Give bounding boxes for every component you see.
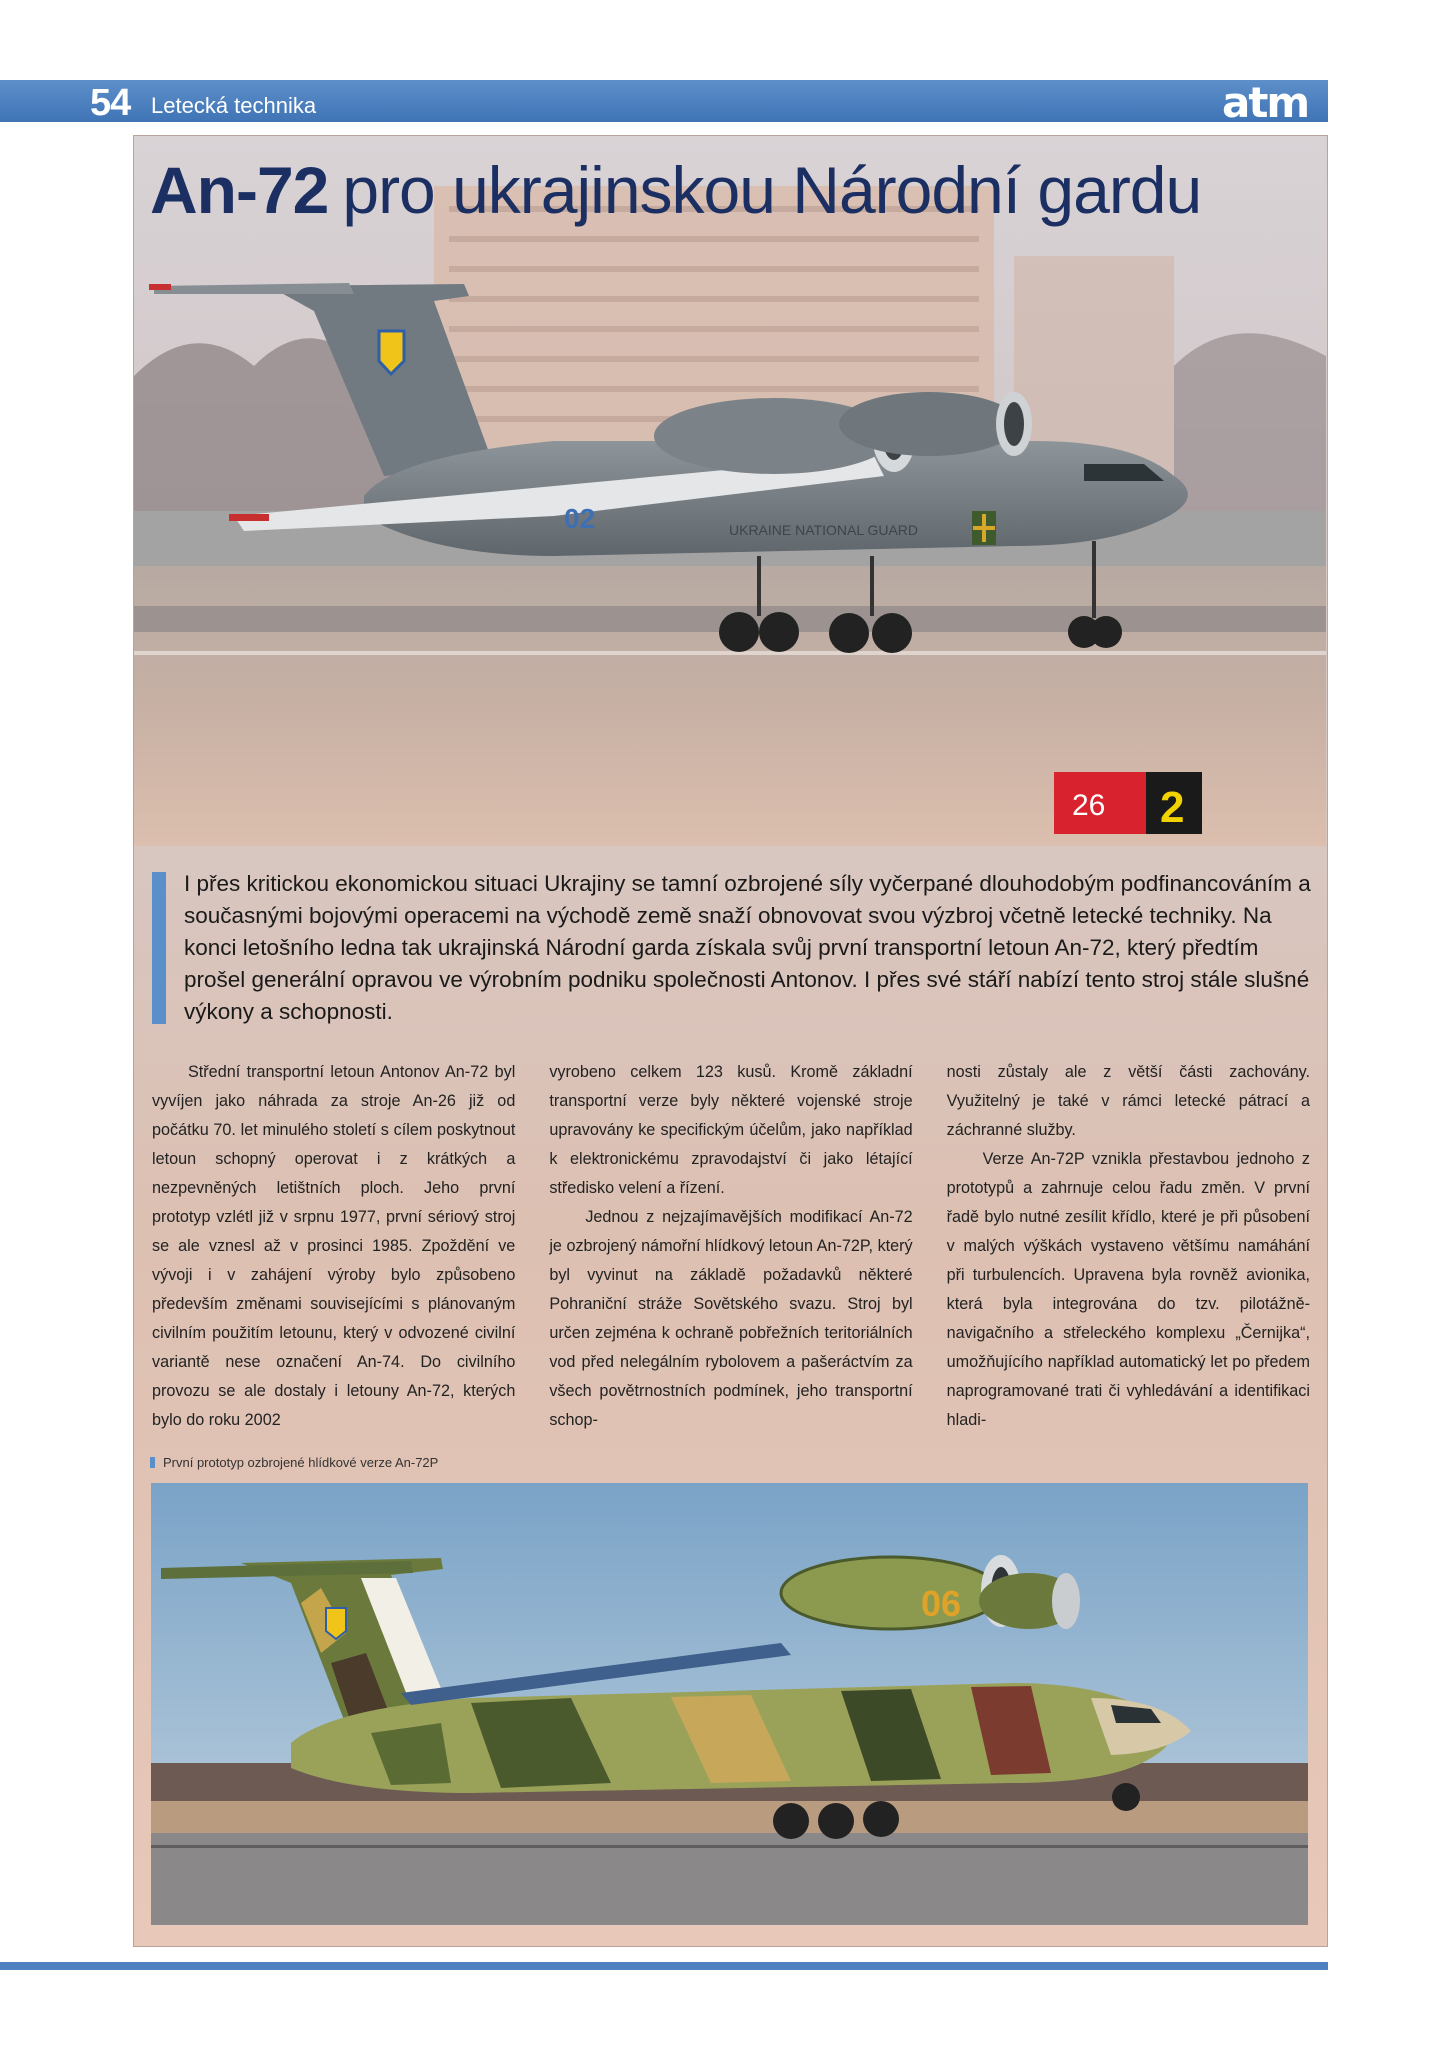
runway-sign-yellow-text: 2: [1160, 783, 1185, 832]
col2-paragraph-2: Jednou z nejzajímavějších modifikací An-72 je ozbrojený námořní hlídkový letoun An-72P, který byl vyvinut na základě požadavků některé Pohraniční stráže Sovětského svazu. Stroj byl určen zejména k ochraně pobřežních teritoriálních vod před nelegálním rybolovem a pašeráctvím za všech povětrnostních podmínek, jeho transportní schop-: [549, 1208, 913, 1429]
title-rest: pro ukrajinskou Národní gardu: [342, 153, 1202, 227]
hero-photo: [134, 136, 1326, 846]
hero-photo-illustration: [134, 136, 1326, 846]
column-3: [947, 1058, 1310, 1438]
body-columns: [152, 1058, 1310, 1438]
brand-logo: atm: [1222, 78, 1309, 127]
photo-caption: [150, 1455, 438, 1470]
col3-paragraph-1: nosti zůstaly ale z větší části zachovány. Využitelný je také v rámci letecké pátrací a záchranné služby.: [946, 1063, 1310, 1139]
footer-rule: [0, 1962, 1328, 1970]
col3-paragraph-2: Verze An-72P vznikla přestavbou jednoho z prototypů a zahrnuje celou řadu změn. V první řadě bylo nutné zesílit křídlo, které je při působení v malých výškách vystaveno většímu namáhání při turbulencích. Upravena byla rovněž avionika, která byla integrována do tzv. pilotážně-navigačního a střeleckého komplexu „Černijka“, umožňujícího například automatický let po předem naprogramované trati či vyhledávání a identifikaci hladi-: [946, 1150, 1310, 1429]
runway-sign-red-text: 26: [1072, 789, 1106, 822]
caption-text: První prototyp ozbrojené hlídkové verze An-72P: [163, 1455, 439, 1470]
article-title: [150, 152, 1320, 228]
section-label: Letecká technika: [151, 93, 317, 118]
tail-number-text: 02: [564, 503, 596, 534]
col1-paragraph-1: Střední transportní letoun Antonov An-72 byl vyvíjen jako náhrada za stroje An-26 již od počátku 70. let minulého století s cílem poskytnout letoun schopný operovat i z krátkých a nezpevněných letištních ploch. Jeho první prototyp vzlétl již v srpnu 1977, první sériový stroj se ale vznesl až v prosinci 1985. Zpoždění ve vývoji i v zahájení výroby bylo způsobeno především změnami souvisejícími s plánovaným civilním použitím letounu, který v odvozené civilní variantě nese označení An-74. Do civilního provozu se ale dostaly i letouny An-72, kterých bylo do roku 2002: [152, 1063, 516, 1429]
page-number: 54: [90, 82, 131, 124]
column-1: [152, 1058, 515, 1438]
second-photo-illustration: [151, 1483, 1308, 1925]
second-photo: [151, 1483, 1308, 1925]
title-strong: An-72: [150, 153, 329, 227]
engine-number-text: 06: [921, 1583, 962, 1624]
lead-accent-bar: [152, 872, 166, 1024]
col2-paragraph-1: vyrobeno celkem 123 kusů. Kromě základní transportní verze byly některé vojenské stroje upravovány ke specifickým účelům, jako například k elektronickému zpravodajství či jako létající středisko velení a řízení.: [549, 1063, 913, 1197]
caption-marker: [150, 1457, 155, 1468]
column-2: [549, 1058, 912, 1438]
lead-paragraph: I přes kritickou ekonomickou situaci Ukrajiny se tamní ozbrojené síly vyčerpané dlouhodobým podfinancováním a současnými bojovými operacemi na východě země snaží obnovovat svou výzbroj včetně letecké techniky. Na konci letošního ledna tak ukrajinská Národní garda získala svůj první transportní letoun An-72, který předtím prošel generální opravou ve výrobním podniku společnosti Antonov. I přes své stáří nabízí tento stroj stále slušné výkony a schopnosti.: [184, 871, 1311, 1024]
fuselage-text: UKRAINE NATIONAL GUARD: [729, 522, 919, 538]
